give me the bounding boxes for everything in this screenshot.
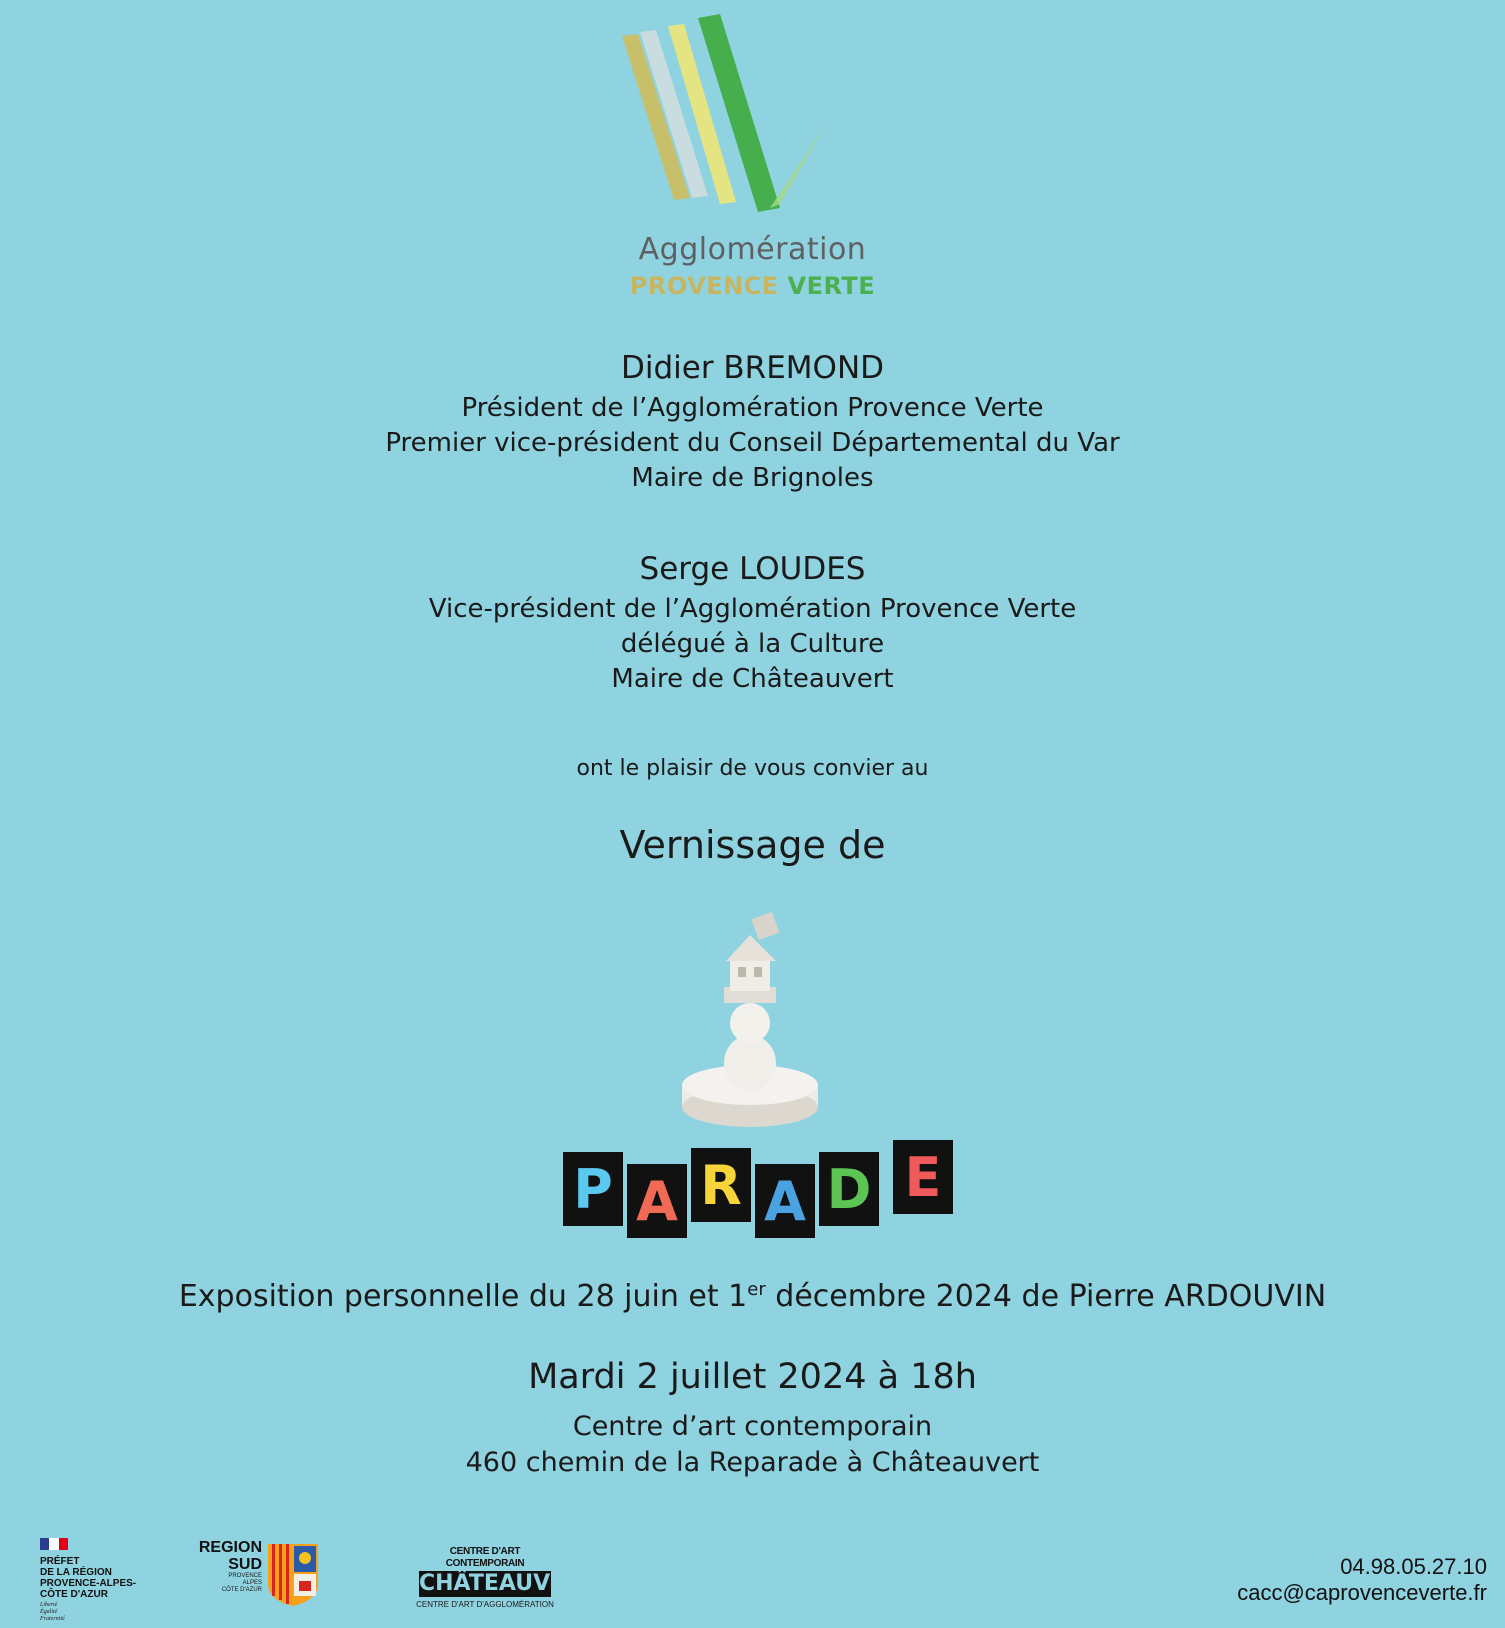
parade-letter-d: D [819, 1152, 879, 1226]
prefet-logo: PRÉFET DE LA RÉGION PROVENCE-ALPES- CÔTE D'AZUR Liberté Égalité Fraternité [40, 1535, 136, 1623]
venue-line-1: Centre d’art contemporain [572, 1411, 933, 1442]
exhibition-text: Exposition personnelle du 28 juin et 1er décembre 2024 de Pierre ARDOUVIN [178, 1279, 1327, 1314]
region-shield-icon [268, 1544, 318, 1606]
host1-role-2: Premier vice-président du Conseil Départemental du Var [385, 428, 1120, 458]
region-sud-logo: REGION SUD PROVENCE ALPES CÔTE D'AZUR [198, 1539, 262, 1593]
host1-role-1: Président de l’Agglomération Provence Verte [461, 393, 1044, 423]
host2-role-3: Maire de Châteauvert [611, 664, 894, 694]
host2-role-2: délégué à la Culture [620, 629, 885, 659]
parade-letter-r: R [691, 1148, 751, 1222]
contact-phone: 04.98.05.27.10 [1340, 1554, 1487, 1579]
parade-letter-e: E [893, 1140, 953, 1214]
event-date: Mardi 2 juillet 2024 à 18h [528, 1357, 977, 1397]
logo-agglomeration-text: Agglomération [638, 232, 867, 267]
vernissage-title: Vernissage de [619, 823, 886, 867]
logo-provence-verte-text: PROVENCE VERTE [629, 272, 876, 300]
host2-name: Serge LOUDES [639, 551, 866, 587]
host2-role-1: Vice-président de l’Agglomération Provence Verte [428, 594, 1077, 624]
parade-letter-a2: A [755, 1164, 815, 1238]
parade-letter-a1: A [627, 1164, 687, 1238]
cacc-logo: CENTRE D'ART CONTEMPORAIN CHÂTEAUVERT CENTRE D'ART D'AGGLOMÉRATION [416, 1546, 597, 1609]
parade-letter-p: P [563, 1152, 623, 1226]
sculpture-image [680, 905, 830, 1135]
venue-line-2: 460 chemin de la Reparade à Châteauvert [465, 1447, 1040, 1478]
french-flag-icon [40, 1538, 68, 1550]
invite-text: ont le plaisir de vous convier au [576, 756, 929, 781]
host1-name: Didier BREMOND [620, 350, 885, 386]
host1-role-3: Maire de Brignoles [631, 463, 874, 493]
contact-email[interactable]: cacc@caprovenceverte.fr [1237, 1580, 1487, 1605]
agglomeration-logo-icon [620, 8, 850, 218]
